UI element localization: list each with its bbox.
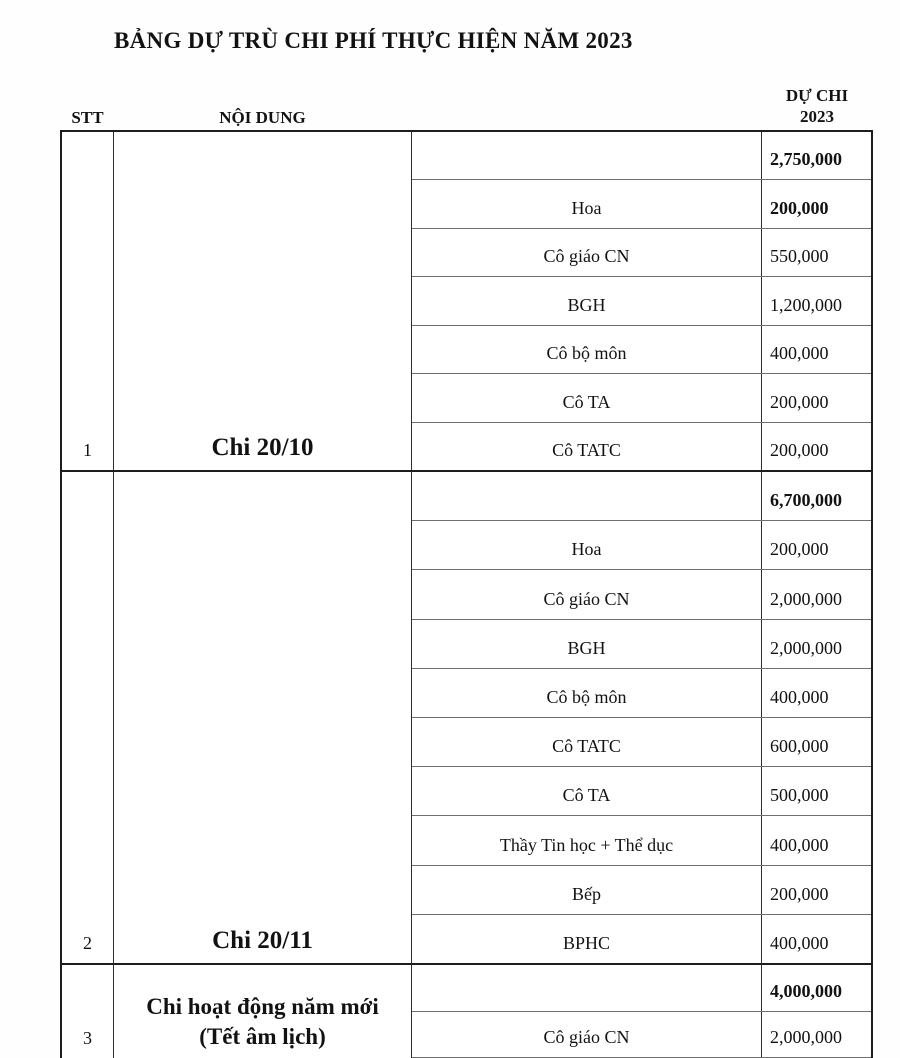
item-cell: Cô TA: [412, 767, 762, 815]
amount-cell: 400,000: [770, 343, 829, 364]
amount-cell: 2,000,000: [770, 588, 842, 609]
item-cell: Hoa: [412, 521, 762, 569]
table-row: [412, 229, 871, 277]
amount-cell: 1,200,000: [770, 294, 842, 315]
table-row: [412, 570, 871, 619]
amount-cell: 400,000: [770, 933, 829, 954]
item-cell: Thầy Tin học + Thể dục: [412, 816, 762, 864]
item-cell: [412, 472, 762, 520]
item-cell: Cô giáo CN: [412, 1012, 762, 1058]
stt-cell: 1: [62, 132, 114, 470]
column-header-stt: STT: [71, 108, 104, 127]
column-header-duchi-line2: 2023: [800, 107, 834, 126]
item-cell: Cô bộ môn: [412, 669, 762, 717]
item-cell: [412, 132, 762, 179]
stt-cell: 2: [62, 472, 114, 963]
table-row: [412, 718, 871, 767]
item-cell: Bếp: [412, 866, 762, 914]
section-label-line2: (Tết âm lịch): [199, 1024, 326, 1050]
amount-cell: 550,000: [770, 246, 829, 267]
item-cell: Hoa: [412, 180, 762, 227]
amount-cell: 500,000: [770, 785, 829, 806]
amount-cell: 200,000: [770, 539, 829, 560]
section-label: [114, 965, 412, 1058]
amount-cell: 4,000,000: [770, 980, 842, 1001]
table-section-3: [62, 965, 871, 1058]
table-row: [412, 767, 871, 816]
column-header-duchi: [762, 85, 872, 127]
item-cell: Cô giáo CN: [412, 229, 762, 276]
section-rows: [412, 965, 871, 1058]
table-row: [412, 132, 871, 180]
table-row: [412, 326, 871, 374]
amount-cell: 200,000: [770, 197, 829, 218]
table-row: [412, 866, 871, 915]
item-cell: Cô TA: [412, 374, 762, 421]
table-row: [412, 915, 871, 963]
table-section-1: [62, 132, 871, 472]
amount-cell: 2,750,000: [770, 149, 842, 170]
amount-cell: 400,000: [770, 834, 829, 855]
table-row: [412, 965, 871, 1012]
table-row: [412, 180, 871, 228]
section-label: [114, 132, 412, 470]
item-cell: BGH: [412, 620, 762, 668]
item-cell: Cô giáo CN: [412, 570, 762, 618]
table-row: [412, 816, 871, 865]
section-label-line1: Chi hoạt động năm mới: [146, 994, 379, 1020]
amount-cell: 200,000: [770, 883, 829, 904]
table-row: [412, 374, 871, 422]
table-row: [412, 423, 871, 470]
table-row: [412, 472, 871, 521]
table-row: [412, 521, 871, 570]
stt-cell: 3: [62, 965, 114, 1058]
column-header-duchi-line1: DỰ CHI: [785, 86, 849, 105]
table-row: [412, 620, 871, 669]
amount-cell: 2,000,000: [770, 637, 842, 658]
section-rows: [412, 472, 871, 963]
table-row: [412, 1012, 871, 1058]
amount-cell: 2,000,000: [770, 1027, 842, 1047]
item-cell: [412, 965, 762, 1011]
section-label: [114, 472, 412, 963]
item-cell: Cô TATC: [412, 718, 762, 766]
section-label-line1: Chi 20/10: [211, 433, 314, 461]
page-title: BẢNG DỰ TRÙ CHI PHÍ THỰC HIỆN NĂM 2023: [114, 28, 633, 53]
section-label-line1: Chi 20/11: [212, 926, 313, 954]
amount-cell: 600,000: [770, 736, 829, 757]
amount-cell: 200,000: [770, 391, 829, 412]
item-cell: Cô bộ môn: [412, 326, 762, 373]
table-row: [412, 277, 871, 325]
item-cell: BPHC: [412, 915, 762, 963]
item-cell: Cô TATC: [412, 423, 762, 470]
table-row: [412, 669, 871, 718]
cost-table: [60, 130, 873, 1058]
amount-cell: 200,000: [770, 439, 829, 460]
column-header-noidung: NỘI DUNG: [219, 108, 306, 127]
item-cell: BGH: [412, 277, 762, 324]
table-section-2: [62, 472, 871, 965]
amount-cell: 400,000: [770, 687, 829, 708]
amount-cell: 6,700,000: [770, 490, 842, 511]
section-rows: [412, 132, 871, 470]
